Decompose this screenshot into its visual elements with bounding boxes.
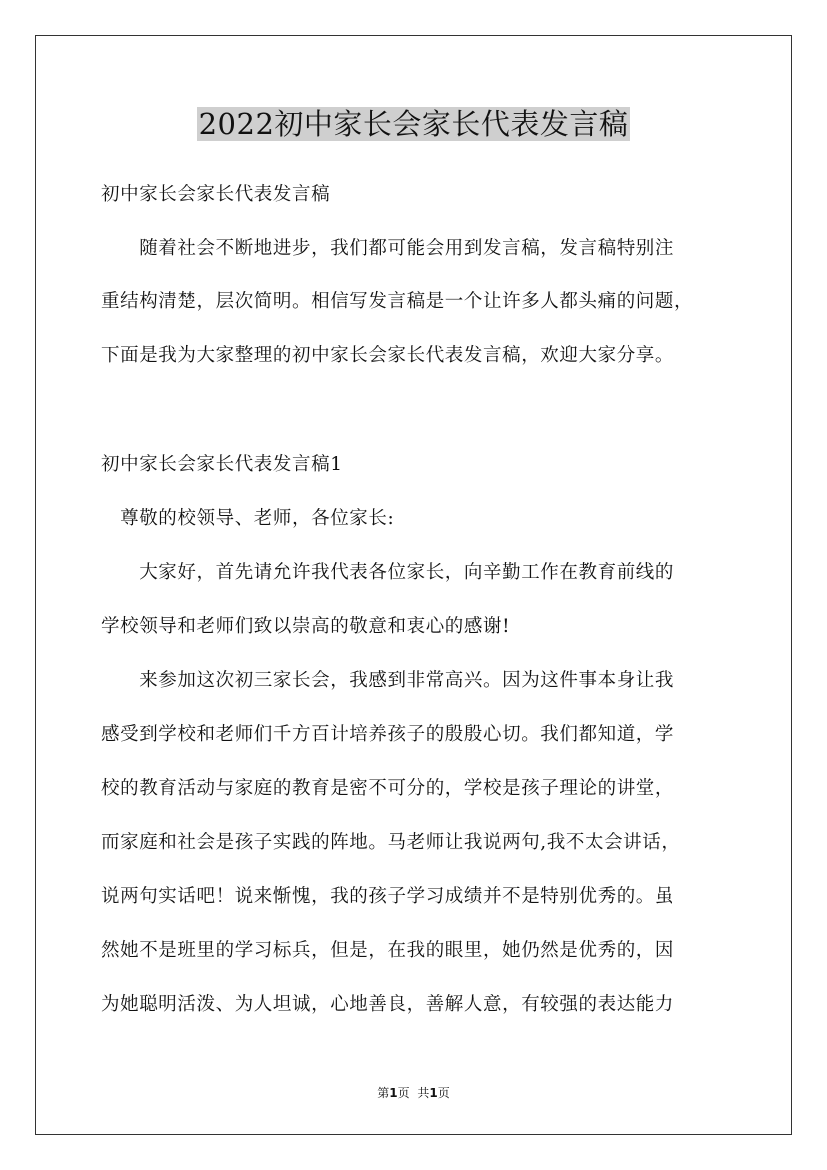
salutation-line: 尊敬的校领导、老师，各位家长: [101,508,395,529]
paragraph-line: 下面是我为大家整理的初中家长会家长代表发言稿，欢迎大家分享。 [101,345,675,366]
footer-total-suffix: 页 [437,1086,450,1100]
footer-page-number: 1 [389,1086,398,1100]
footer-page-suffix: 页 [397,1086,410,1100]
paragraph-line: 校的教育活动与家庭的教育是密不可分的，学校是孩子理论的讲堂， [101,778,675,799]
paragraph-line: 来参加这次初三家长会，我感到非常高兴。因为这件事本身让我 [101,670,675,691]
footer-total-number: 1 [429,1086,438,1100]
document-title [0,104,827,144]
section-heading: 初中家长会家长代表发言稿1 [101,454,343,475]
paragraph-line: 学校领导和老师们致以崇高的敬意和衷心的感谢! [101,616,511,637]
page-footer [0,1084,827,1101]
paragraph-line: 感受到学校和老师们千方百计培养孩子的殷殷心切。我们都知道，学 [101,724,675,745]
subtitle-line: 初中家长会家长代表发言稿 [101,184,331,205]
document-title-text: 2022初中家长会家长代表发言稿 [198,107,629,141]
paragraph-line: 重结构清楚，层次简明。相信写发言稿是一个让许多人都头痛的问题， [101,291,694,312]
paragraph-line: 大家好，首先请允许我代表各位家长，向辛勤工作在教育前线的 [101,562,675,583]
paragraph-line: 为她聪明活泼、为人坦诚，心地善良，善解人意，有较强的表达能力 [101,994,675,1015]
paragraph-line: 随着社会不断地进步，我们都可能会用到发言稿，发言稿特别注 [101,238,675,259]
footer-total-prefix: 共 [417,1086,430,1100]
paragraph-line: 而家庭和社会是孩子实践的阵地。马老师让我说两句,我不太会讲话， [101,832,681,853]
paragraph-line: 说两句实话吧！说来惭愧，我的孩子学习成绩并不是特别优秀的。虽 [101,886,675,907]
paragraph-line: 然她不是班里的学习标兵，但是，在我的眼里，她仍然是优秀的，因 [101,940,675,961]
footer-page-prefix: 第 [377,1086,390,1100]
